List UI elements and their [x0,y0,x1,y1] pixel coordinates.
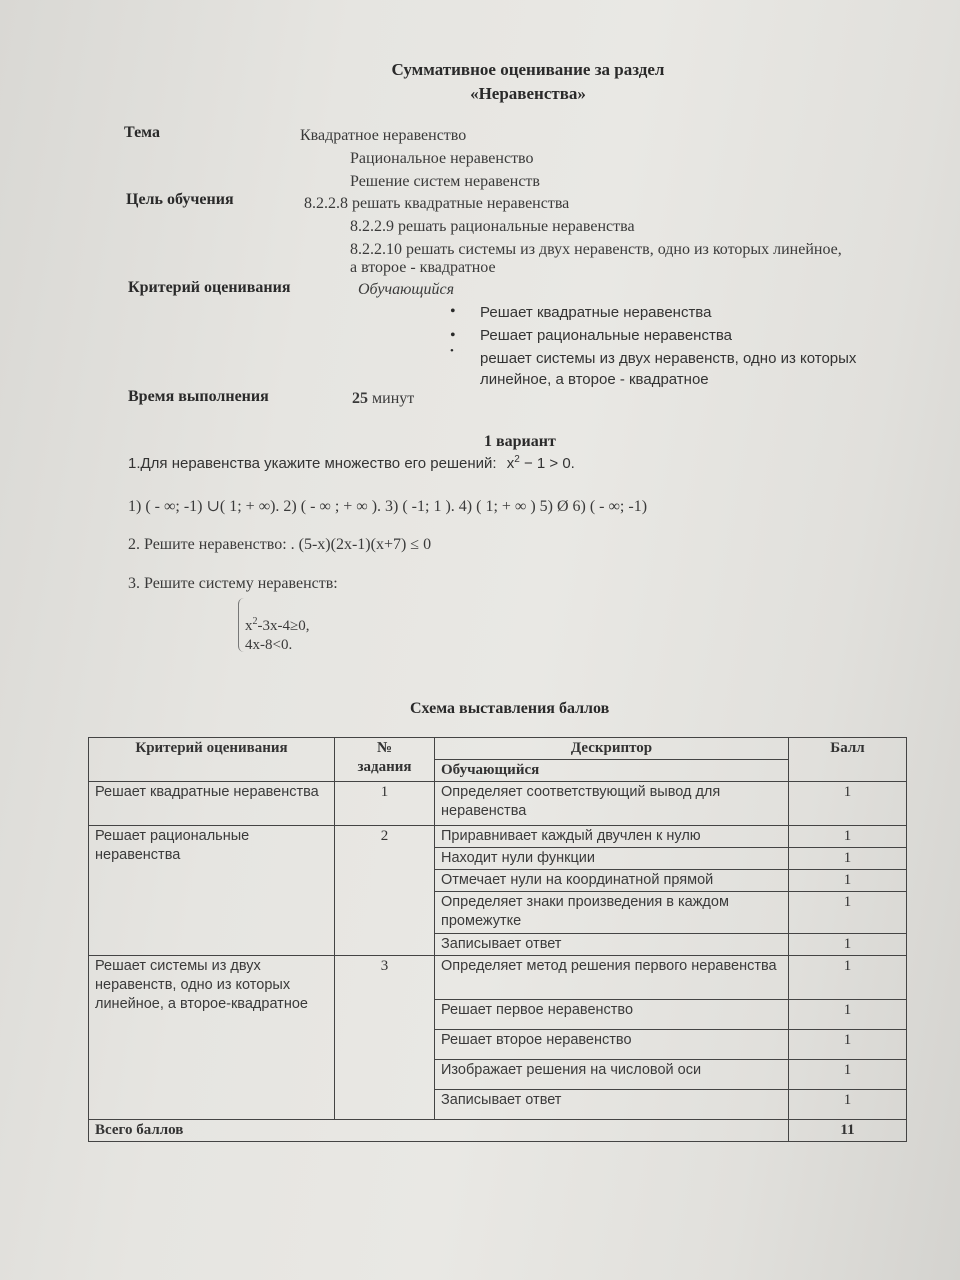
header-task-no-line2: задания [357,759,412,775]
document-title-line2: «Неравенства» [470,84,586,103]
task-no-cell: 3 [335,956,435,1120]
topic-line: Решение систем неравенств [350,173,540,190]
goal-line: 8.2.2.8 решать квадратные неравенства [304,195,570,212]
descriptor-cell: Определяет метод решения первого неравенства [435,956,789,1000]
system-brace [238,598,245,652]
descriptor-cell: Определяет соответствующий вывод для неравенства [435,782,789,826]
criterion-cell: Решает квадратные неравенства [89,782,335,826]
total-row [89,1120,907,1142]
score-cell: 1 [789,956,907,1000]
goal-line: а второе - квадратное [350,259,496,276]
bullet-icon: • [450,327,456,344]
task-1-text: 1.Для неравенства укажите множество его решений: [128,455,497,472]
header-score: Балл [789,738,907,782]
header-task-no-line1: № [376,740,393,756]
header-descriptor: Дескриптор [435,738,789,760]
criteria-label: Критерий оценивания [128,279,291,296]
task-3: 3. Решите систему неравенств: [128,575,338,592]
header-descriptor-sub: Обучающийся [435,760,789,782]
descriptor-cell: Записывает ответ [435,934,789,956]
score-cell: 1 [789,1030,907,1060]
descriptor-cell: Решает первое неравенство [435,1000,789,1030]
table-row [89,826,907,848]
criteria-item: Решает рациональные неравенства [480,327,732,344]
score-cell: 1 [789,826,907,848]
criteria-item: решает системы из двух неравенств, одно из которых [480,350,857,367]
criteria-intro: Обучающийся [358,281,455,298]
total-label: Всего баллов [89,1120,789,1142]
goal-line: 8.2.2.10 решать системы из двух неравенств, одно из которых линейное, [350,241,842,258]
descriptor-cell: Отмечает нули на координатной прямой [435,870,789,892]
header-task-no [335,738,435,782]
criteria-item: линейное, а второе - квадратное [480,371,709,388]
criterion-cell: Решает рациональные неравенства [89,826,335,956]
system-rest: -3x-4≥0, [257,618,310,634]
bullet-icon: • [450,345,454,357]
system-base: x [245,618,253,634]
formula-rest: − 1 > 0. [519,455,575,472]
score-cell: 1 [789,892,907,934]
descriptor-cell: Находит нули функции [435,848,789,870]
scoring-table [88,737,907,1142]
task-2: 2. Решите неравенство: . (5-x)(2x-1)(x+7) ≤ 0 [128,536,432,553]
header-criterion: Критерий оценивания [89,738,335,782]
score-cell: 1 [789,1060,907,1090]
score-cell: 1 [789,870,907,892]
score-cell: 1 [789,1000,907,1030]
topic-label: Тема [124,124,160,141]
descriptor-cell: Записывает ответ [435,1090,789,1120]
formula-exponent: 2 [514,454,520,465]
total-value: 11 [789,1120,907,1142]
task-no-cell: 2 [335,826,435,956]
goal-line: 8.2.2.9 решать рациональные неравенства [350,218,635,235]
time-label: Время выполнения [128,388,269,405]
table-row [89,956,907,1000]
score-cell: 1 [789,848,907,870]
system-exponent: 2 [252,616,258,627]
table-row [89,782,907,826]
criterion-cell: Решает системы из двух неравенств, одно из которых линейное, а второе-квадратное [89,956,335,1120]
score-cell: 1 [789,934,907,956]
time-number: 25 [352,390,368,407]
document-title-line1: Суммативное оценивание за раздел [391,60,665,79]
variant-title: 1 вариант [484,433,556,450]
task-no-cell: 1 [335,782,435,826]
descriptor-cell: Изображает решения на числовой оси [435,1060,789,1090]
descriptor-cell: Решает второе неравенство [435,1030,789,1060]
task-1-formula [507,455,575,472]
system-line-2: 4x-8<0. [245,637,293,653]
system-line-1 [245,616,309,635]
goal-label: Цель обучения [126,191,234,208]
table-header-row [89,738,907,760]
score-cell: 1 [789,1090,907,1120]
descriptor-cell: Определяет знаки произведения в каждом промежутке [435,892,789,934]
criteria-item: Решает квадратные неравенства [480,304,712,321]
formula-base: x [506,455,515,472]
bullet-icon: • [450,303,456,320]
scheme-title: Схема выставления баллов [410,700,610,717]
time-value [352,390,414,408]
task-1 [128,454,575,472]
score-cell: 1 [789,782,907,826]
descriptor-cell: Приравнивает каждый двучлен к нулю [435,826,789,848]
topic-line: Квадратное неравенство [300,127,467,144]
time-unit: минут [372,390,415,407]
task-1-options: 1) ( - ∞; -1) ∪( 1; + ∞). 2) ( - ∞ ; + ∞ ). 3) ( -1; 1 ). 4) ( 1; + ∞ ) 5) Ø 6) ( - ∞; -1) [128,498,648,515]
topic-line: Рациональное неравенство [350,150,534,167]
